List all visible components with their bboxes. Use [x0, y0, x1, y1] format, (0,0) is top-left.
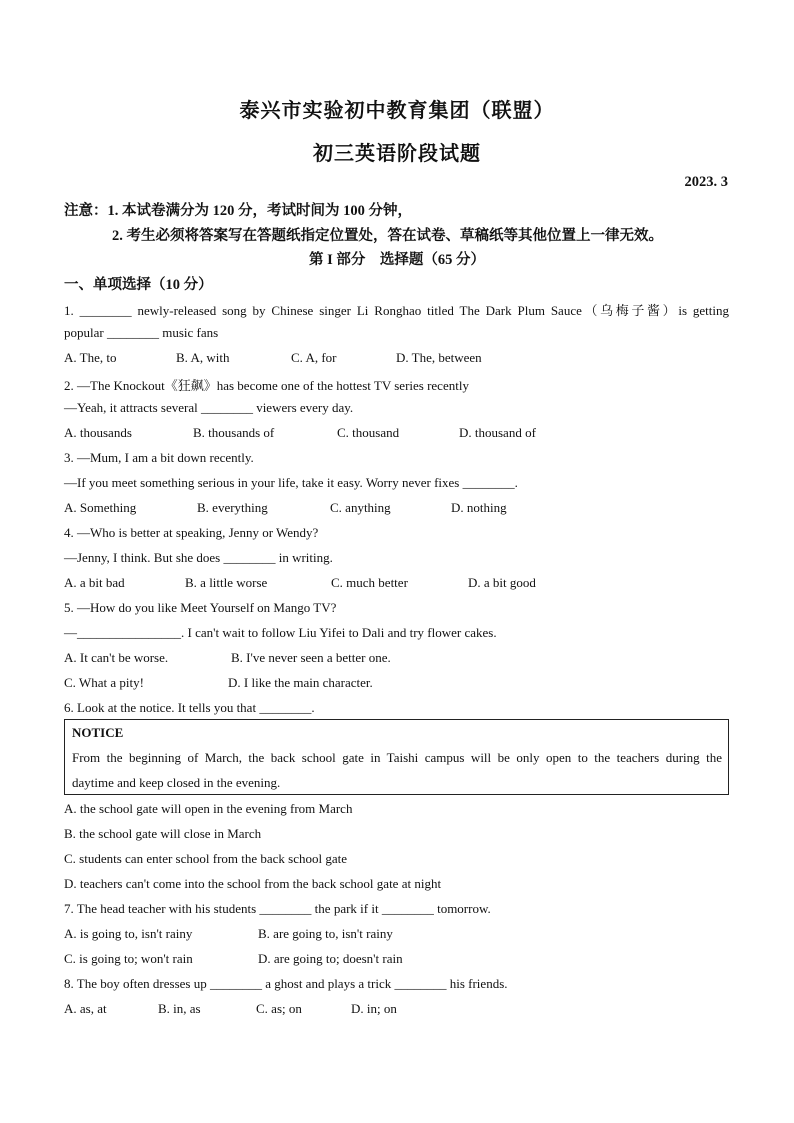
question-6-stem: 6. Look at the notice. It tells you that ________.: [64, 700, 315, 715]
question-4-stem: 4. —Who is better at speaking, Jenny or Wendy?: [64, 525, 319, 540]
question-1-stem-cont: popular ________ music fans: [64, 325, 219, 340]
q1-option-a: A. The, to: [64, 350, 117, 365]
q8-option-a: A. as, at: [64, 1001, 107, 1016]
q2-option-d: D. thousand of: [459, 425, 536, 440]
q4-option-a: A. a bit bad: [64, 575, 125, 590]
notice-line-2: daytime and keep closed in the evening.: [72, 775, 281, 790]
q8-option-b: B. in, as: [158, 1001, 201, 1016]
q5-option-d: D. I like the main character.: [228, 675, 373, 690]
q1-option-d: D. The, between: [396, 350, 482, 365]
q1-option-c: C. A, for: [291, 350, 337, 365]
q3-option-a: A. Something: [64, 500, 137, 515]
part-title: 第 I 部分 选择题（65 分）: [308, 252, 486, 268]
q3-option-d: D. nothing: [451, 500, 507, 515]
question-5-reply: —________________. I can't wait to follow Liu Yifei to Dali and try flower cakes.: [64, 625, 497, 640]
q7-option-b: B. are going to, isn't rainy: [258, 926, 393, 941]
q7-option-d: D. are going to; doesn't rain: [258, 951, 403, 966]
q6-option-c: C. students can enter school from the back school gate: [64, 851, 348, 866]
exam-title: 泰兴市实验初中教育集团（联盟）: [239, 100, 555, 122]
exam-subtitle: 初三英语阶段试题: [313, 143, 481, 165]
q5-option-a: A. It can't be worse.: [64, 650, 169, 665]
question-2-reply: —Yeah, it attracts several ________ viewers every day.: [64, 400, 354, 415]
section-title: 一、单项选择（10 分）: [64, 277, 213, 293]
q6-option-d: D. teachers can't come into the school from the back school gate at night: [64, 876, 442, 891]
question-1-stem: 1. ________ newly-released song by Chinese singer Li Ronghao titled The Dark Plum Sauce（乌梅子酱）is getting: [64, 303, 729, 318]
q2-option-c: C. thousand: [337, 425, 400, 440]
question-2-stem: 2. —The Knockout《狂飙》has become one of the hottest TV series recently: [64, 378, 469, 393]
q3-option-b: B. everything: [197, 500, 268, 515]
note-line-1: 注意：1. 本试卷满分为 120 分，考试时间为 100 分钟，: [64, 203, 412, 219]
q1-option-b: B. A, with: [176, 350, 230, 365]
q4-option-d: D. a bit good: [468, 575, 536, 590]
q8-option-c: C. as; on: [256, 1001, 302, 1016]
q4-option-c: C. much better: [331, 575, 408, 590]
notice-box: [64, 719, 729, 795]
q3-option-c: C. anything: [330, 500, 391, 515]
q7-option-a: A. is going to, isn't rainy: [64, 926, 193, 941]
q7-option-c: C. is going to; won't rain: [64, 951, 193, 966]
question-4-reply: —Jenny, I think. But she does ________ in writing.: [64, 550, 333, 565]
question-3-reply: —If you meet something serious in your life, take it easy. Worry never fixes ________.: [64, 475, 518, 490]
question-5-stem: 5. —How do you like Meet Yourself on Mango TV?: [64, 600, 337, 615]
q5-option-b: B. I've never seen a better one.: [231, 650, 391, 665]
question-7-stem: 7. The head teacher with his students ________ the park if it ________ tomorrow.: [64, 901, 491, 916]
notice-heading: NOTICE: [72, 725, 124, 740]
q6-option-b: B. the school gate will close in March: [64, 826, 262, 841]
exam-date: 2023. 3: [684, 174, 728, 190]
q6-option-a: A. the school gate will open in the evening from March: [64, 801, 353, 816]
q4-option-b: B. a little worse: [185, 575, 268, 590]
notice-line-1: From the beginning of March, the back school gate in Taishi campus will be only open to the teachers during the: [72, 750, 722, 765]
question-8-stem: 8. The boy often dresses up ________ a ghost and plays a trick ________ his friends.: [64, 976, 508, 991]
q2-option-a: A. thousands: [64, 425, 132, 440]
q8-option-d: D. in; on: [351, 1001, 397, 1016]
q2-option-b: B. thousands of: [193, 425, 275, 440]
note-line-2: 2. 考生必须将答案写在答题纸指定位置处，答在试卷、草稿纸等其他位置上一律无效。: [112, 228, 663, 244]
q5-option-c: C. What a pity!: [64, 675, 144, 690]
question-3-stem: 3. —Mum, I am a bit down recently.: [64, 450, 254, 465]
